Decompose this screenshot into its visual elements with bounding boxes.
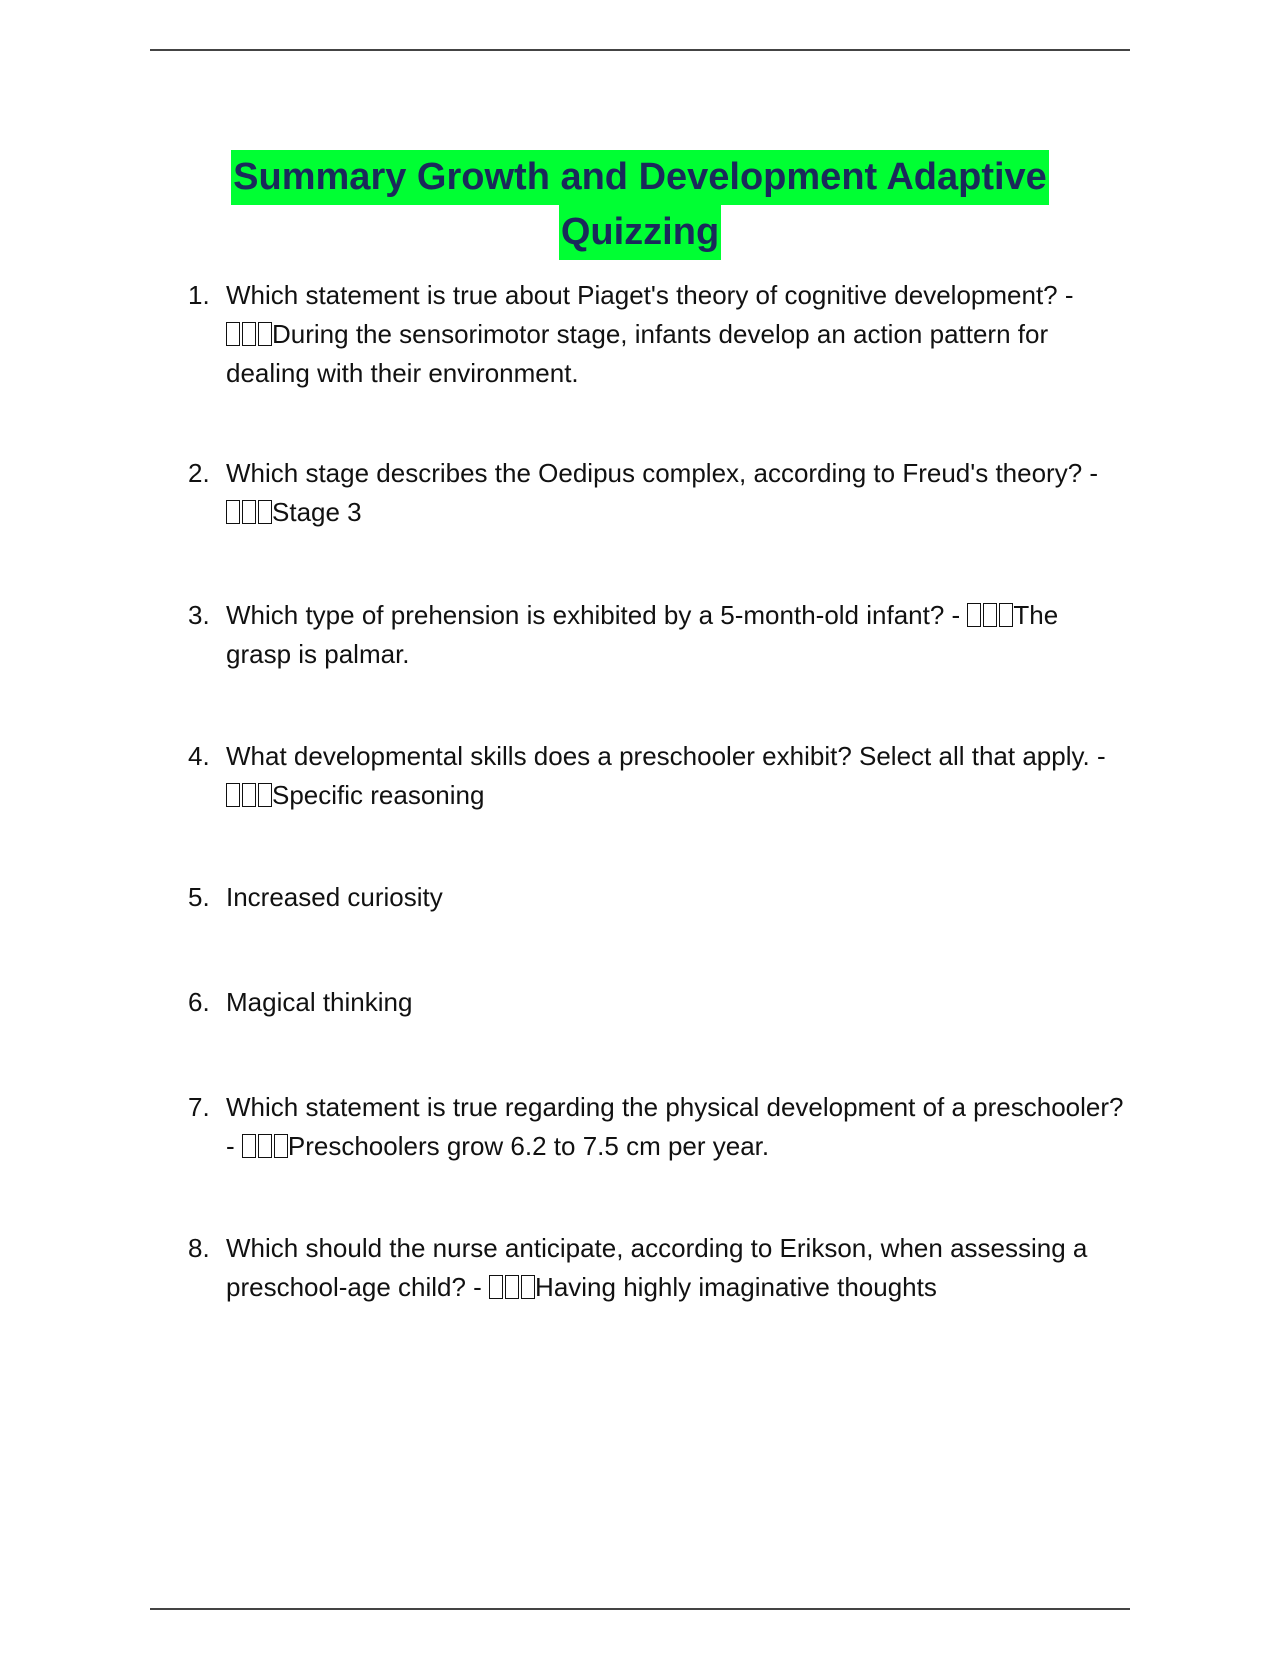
question-text: Which should the nurse anticipate, according to Erikson, when assessing a preschool-age child? -	[226, 1233, 1088, 1302]
list-item	[180, 1088, 1130, 1229]
question-text: Which stage describes the Oedipus complex, according to Freud's theory? -	[226, 458, 1099, 488]
list-item	[180, 737, 1130, 878]
question-text: Which statement is true about Piaget's theory of cognitive development? -	[226, 280, 1074, 310]
missing-character-box-icon	[242, 1127, 288, 1166]
list-item	[180, 276, 1130, 454]
item-number: 4.	[188, 741, 210, 771]
item-number: 5.	[188, 882, 210, 912]
answer-text: Preschoolers grow 6.2 to 7.5 cm per year.	[287, 1131, 770, 1161]
question-list	[180, 276, 1130, 1309]
item-number: 1.	[188, 280, 210, 310]
list-item	[180, 596, 1130, 737]
answer-text: During the sensorimotor stage, infants develop an action pattern for dealing with their environment.	[226, 319, 1049, 388]
missing-character-box-icon	[489, 1268, 535, 1307]
item-number: 3.	[188, 600, 210, 630]
item-number: 7.	[188, 1092, 210, 1122]
missing-character-box-icon	[226, 776, 272, 815]
question-text: Which statement is true regarding the physical development of a preschooler? -	[226, 1092, 1124, 1161]
answer-text: Having highly imaginative thoughts	[535, 1272, 937, 1302]
list-item	[180, 878, 1130, 983]
answer-text: Stage 3	[272, 497, 362, 527]
missing-character-box-icon	[226, 315, 272, 354]
question-text: Magical thinking	[226, 987, 413, 1017]
missing-character-box-icon	[967, 596, 1013, 635]
question-text: What developmental skills does a preschooler exhibit? Select all that apply. -	[226, 741, 1106, 771]
item-number: 2.	[188, 458, 210, 488]
title-line-1: Summary Growth and Development Adaptive	[231, 150, 1049, 205]
list-item	[180, 983, 1130, 1088]
item-number: 8.	[188, 1233, 210, 1263]
footer-rule	[150, 1608, 1130, 1610]
header-rule	[150, 49, 1130, 51]
title-line-2: Quizzing	[559, 205, 721, 260]
answer-text: The grasp is palmar.	[226, 600, 1059, 669]
missing-character-box-icon	[226, 493, 272, 532]
question-text: Which type of prehension is exhibited by a 5-month-old infant? -	[226, 600, 968, 630]
question-text: Increased curiosity	[226, 882, 443, 912]
list-item	[180, 1229, 1130, 1309]
list-item	[180, 454, 1130, 596]
answer-text: Specific reasoning	[272, 780, 485, 810]
document-title	[150, 150, 1130, 260]
item-number: 6.	[188, 987, 210, 1017]
